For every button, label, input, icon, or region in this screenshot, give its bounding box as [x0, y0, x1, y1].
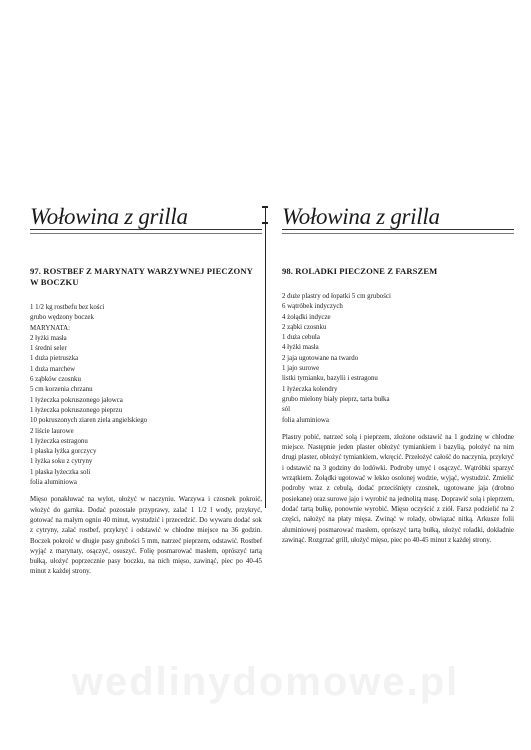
ingredient-item: 1 średni seler	[30, 345, 67, 353]
ingredient-item: 1 duża pietruszka	[30, 355, 79, 363]
ingredient-item: folia aluminiowa	[282, 416, 329, 424]
ingredient-item: 1 jajo surowe	[282, 365, 320, 373]
ingredient-item: 2 duże plastry od łopatki 5 cm grubości	[282, 293, 391, 300]
divider-tick	[262, 222, 268, 224]
left-section-title: Wołowina z grilla	[30, 204, 188, 229]
ingredient-item: 1 płaska łyżka gorczycy	[30, 448, 97, 456]
ingredient-item: grubo wędzony boczek	[30, 314, 94, 322]
watermark-text: wedlinydomowe.pl	[71, 660, 460, 704]
ingredient-item: 1 łyżka soku z cytryny	[30, 458, 93, 466]
right-section-title: Wołowina z grilla	[282, 204, 440, 229]
page-divider	[265, 208, 266, 508]
ingredient-item: 1 łyżeczka pokruszonego pieprzu	[30, 406, 123, 414]
ingredient-item: grubo mielony biały pieprz, tarta bułka	[282, 395, 390, 403]
ingredient-item: 1 płaska łyżeczka soli	[30, 468, 91, 476]
ingredient-item: 1 łyżeczka kolendry	[282, 385, 338, 393]
ingredient-item: 1 łyżeczka estragonu	[30, 437, 88, 445]
left-instructions: Mięso ponakłuwać na wylot, ułożyć w naczyniu. Warzywa i czosnek pokroić, włożyć do garnka. Dodać pozostałe przyprawy, zalać 1 1/2 l wody, przykryć, gotować na małym ogniu 40 minut, wystudzić i przecedzić. Do wywaru dodać sok z cytryny, zalać rostbef, przykryć i odstawić w chłodne miejsce na 36 godzin. Boczek pokroić w długie pasy grubości 5 mm, natrzeć pieprzem, odstawić. Rostbef wyjąć z marynaty, osączyć, osuszyć. Folię posmarować masłem, oprószyć tartą bułką, ułożyć poprzecznie pasy boczku, na nich mięso, zawinąć, piec po 40-45 minut z każdej strony.	[30, 496, 262, 576]
ingredient-item: MARYNATA:	[30, 324, 71, 332]
left-recipe-title: 97. ROSTBEF Z MARYNATY WARZYWNEJ PIECZONY W BOCZKU	[30, 266, 253, 287]
ingredient-item: 1 duża cebula	[282, 334, 320, 342]
ingredient-item: 2 łyżki masła	[30, 334, 67, 342]
ingredient-item: 4 żołądki indycze	[282, 313, 331, 321]
header-rule	[30, 229, 262, 230]
ingredient-item: 6 wątróbek indyczych	[282, 303, 343, 311]
ingredient-item: 2 liście laurowe	[30, 427, 74, 435]
header-rule	[282, 233, 514, 234]
right-page-header	[282, 200, 514, 242]
ingredient-item: 2 jaja ugotowane na twardo	[282, 354, 359, 362]
left-page-header	[30, 200, 262, 242]
right-recipe-title: 98. ROLADKI PIECZONE Z FARSZEM	[282, 266, 438, 276]
left-ingredient-list	[30, 303, 262, 488]
right-page	[282, 200, 514, 546]
left-page	[30, 200, 262, 578]
header-rule	[30, 233, 262, 234]
header-rule	[282, 229, 514, 230]
right-ingredient-list	[282, 292, 514, 426]
divider-tick	[262, 206, 268, 208]
ingredient-item: 10 pokruszonych ziaren ziela angielskiego	[30, 417, 148, 425]
ingredient-item: 1 duża marchew	[30, 365, 76, 373]
ingredient-item: 1 1/2 kg rostbefu bez kości	[30, 304, 105, 311]
ingredient-item: 1 łyżeczka pokruszonego jałowca	[30, 396, 123, 404]
right-instructions: Plastry pobić, natrzeć solą i pieprzem, złożone odstawić na 1 godzinę w chłodne miejsce. Następnie jeden plaster obłożyć tymiankiem i bazylią, położyć na nim drugi plaster, obłożyć tymiankiem, wkręcić. Przełożyć całość do naczynia, przykryć i odstawić na 3 godziny do lodówki. Podroby umyć i osączyć. Wątróbki sparzyć wrzątkiem. Żołądki ugotować w lekko osolonej wodzie, wyjąć, wystudzić. Zmielić podroby wraz z cebulą, dodać przeciśnięty czosnek, ugotowane jaja (drobno posiekane) oraz surowe jajo i wyrobić na jednolitą masę. Doprawić solą i pieprzem, dodać tartą bułkę, ponownie wyrobić. Mięso oczyścić z ziół. Farsz podzielić na 2 części, nałożyć na płaty mięsa. Zwinąć w rolady, obwiązać nitką. Arkusze folii aluminiowej posmarować masłem, oprószyć tartą bułką, ułożyć roladki, dokładnie zawinąć. Rozgrzać grill, ułożyć mięso, piec po 40-45 minut z każdej strony.	[282, 433, 514, 544]
ingredient-item: sól	[282, 406, 291, 414]
ingredient-item: 5 cm korzenia chrzanu	[30, 386, 93, 394]
ingredient-item: listki tymianku, bazylii i estragonu	[282, 375, 378, 383]
ingredient-item: folia aluminiowa	[30, 479, 77, 487]
ingredient-item: 4 łyżki masła	[282, 344, 319, 352]
ingredient-item: 2 ząbki czosnku	[282, 323, 327, 331]
ingredient-item: 6 ząbków czosnku	[30, 376, 81, 384]
